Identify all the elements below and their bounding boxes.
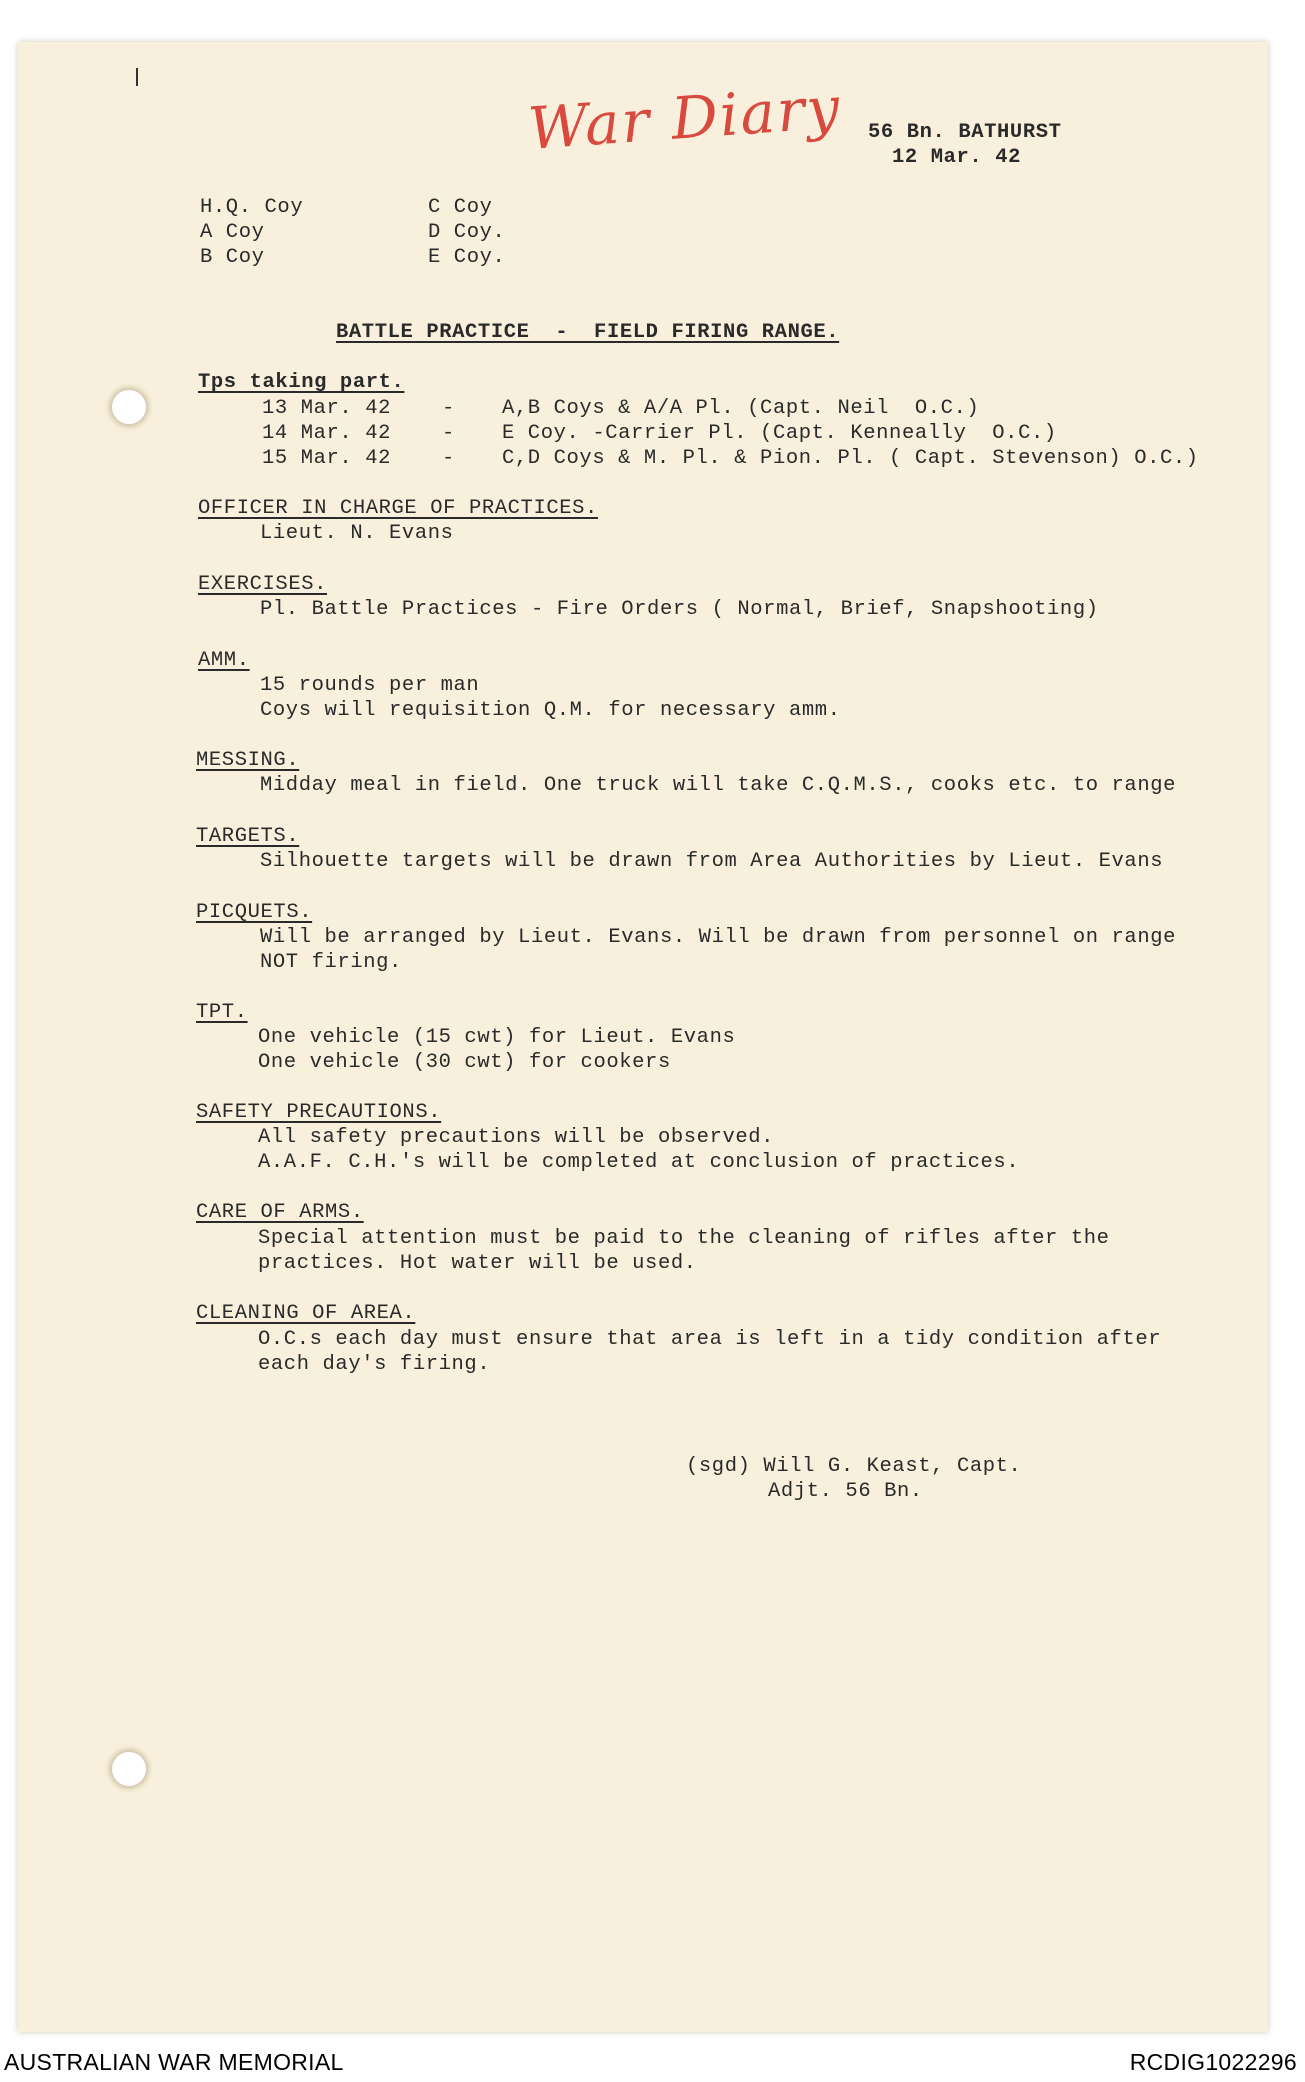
distribution-left-1: H.Q. Coy <box>200 196 304 219</box>
section-heading-tps: Tps taking part. <box>198 371 405 394</box>
section-heading-targets: TARGETS. <box>196 825 300 848</box>
section-heading-care: CARE OF ARMS. <box>196 1201 364 1224</box>
section-heading-tpt: TPT. <box>196 1001 248 1024</box>
tps-row-3-text: C,D Coys & M. Pl. & Pion. Pl. ( Capt. Stevenson) O.C.) <box>502 447 1199 470</box>
header-unit: 56 Bn. BATHURST <box>868 121 1062 144</box>
tpt-line-2: One vehicle (30 cwt) for cookers <box>258 1051 671 1074</box>
picquets-line-2: NOT firing. <box>260 951 402 974</box>
messing-line-1: Midday meal in field. One truck will take C.Q.M.S., cooks etc. to range <box>260 774 1177 797</box>
picquets-line-1: Will be arranged by Lieut. Evans. Will be drawn from personnel on range <box>260 926 1177 949</box>
margin-mark <box>136 68 138 86</box>
safety-line-2: A.A.F. C.H.'s will be completed at conclusion of practices. <box>258 1151 1020 1174</box>
distribution-left-3: B Coy <box>200 246 265 269</box>
distribution-right-2: D Coy. <box>428 221 506 244</box>
care-line-2: practices. Hot water will be used. <box>258 1252 697 1275</box>
distribution-left-2: A Coy <box>200 221 265 244</box>
tpt-line-1: One vehicle (15 cwt) for Lieut. Evans <box>258 1026 736 1049</box>
tps-row-2-dash: - <box>442 422 455 445</box>
section-heading-exercises: EXERCISES. <box>198 573 328 596</box>
footer-institution: AUSTRALIAN WAR MEMORIAL <box>4 2049 344 2075</box>
section-heading-officer: OFFICER IN CHARGE OF PRACTICES. <box>198 497 598 520</box>
targets-line-1: Silhouette targets will be drawn from Area Authorities by Lieut. Evans <box>260 850 1164 873</box>
section-heading-safety: SAFETY PRECAUTIONS. <box>196 1101 442 1124</box>
tps-row-3-date: 15 Mar. 42 <box>262 447 392 470</box>
officer-line-1: Lieut. N. Evans <box>260 522 454 545</box>
section-heading-messing: MESSING. <box>196 749 300 772</box>
document-title: BATTLE PRACTICE - FIELD FIRING RANGE. <box>336 321 840 344</box>
tps-row-2-date: 14 Mar. 42 <box>262 422 392 445</box>
handwritten-war-diary-note: War Diary <box>526 73 844 163</box>
tps-row-1-dash: - <box>442 397 455 420</box>
cleaning-line-2: each day's firing. <box>258 1353 491 1376</box>
cleaning-line-1: O.C.s each day must ensure that area is left in a tidy condition after <box>258 1328 1162 1351</box>
footer-catalog-id: RCDIG1022296 <box>1129 2049 1297 2075</box>
tps-row-1-date: 13 Mar. 42 <box>262 397 392 420</box>
section-heading-picquets: PICQUETS. <box>196 901 313 924</box>
safety-line-1: All safety precautions will be observed. <box>258 1126 775 1149</box>
amm-line-2: Coys will requisition Q.M. for necessary amm. <box>260 699 841 722</box>
exercises-line-1: Pl. Battle Practices - Fire Orders ( Normal, Brief, Snapshooting) <box>260 598 1099 621</box>
section-heading-amm: AMM. <box>198 649 250 672</box>
tps-row-1-text: A,B Coys & A/A Pl. (Capt. Neil O.C.) <box>502 397 980 420</box>
signature-line-1: (sgd) Will G. Keast, Capt. <box>686 1455 1022 1478</box>
signature-line-2: Adjt. 56 Bn. <box>768 1480 923 1503</box>
distribution-right-1: C Coy <box>428 196 493 219</box>
punch-hole-top <box>112 390 146 424</box>
tps-row-3-dash: - <box>442 447 455 470</box>
tps-row-2-text: E Coy. -Carrier Pl. (Capt. Kenneally O.C.) <box>502 422 1057 445</box>
punch-hole-bottom <box>112 1752 146 1786</box>
amm-line-1: 15 rounds per man <box>260 674 480 697</box>
distribution-right-3: E Coy. <box>428 246 506 269</box>
section-heading-cleaning: CLEANING OF AREA. <box>196 1302 416 1325</box>
care-line-1: Special attention must be paid to the cleaning of rifles after the <box>258 1227 1110 1250</box>
header-date: 12 Mar. 42 <box>892 146 1022 169</box>
